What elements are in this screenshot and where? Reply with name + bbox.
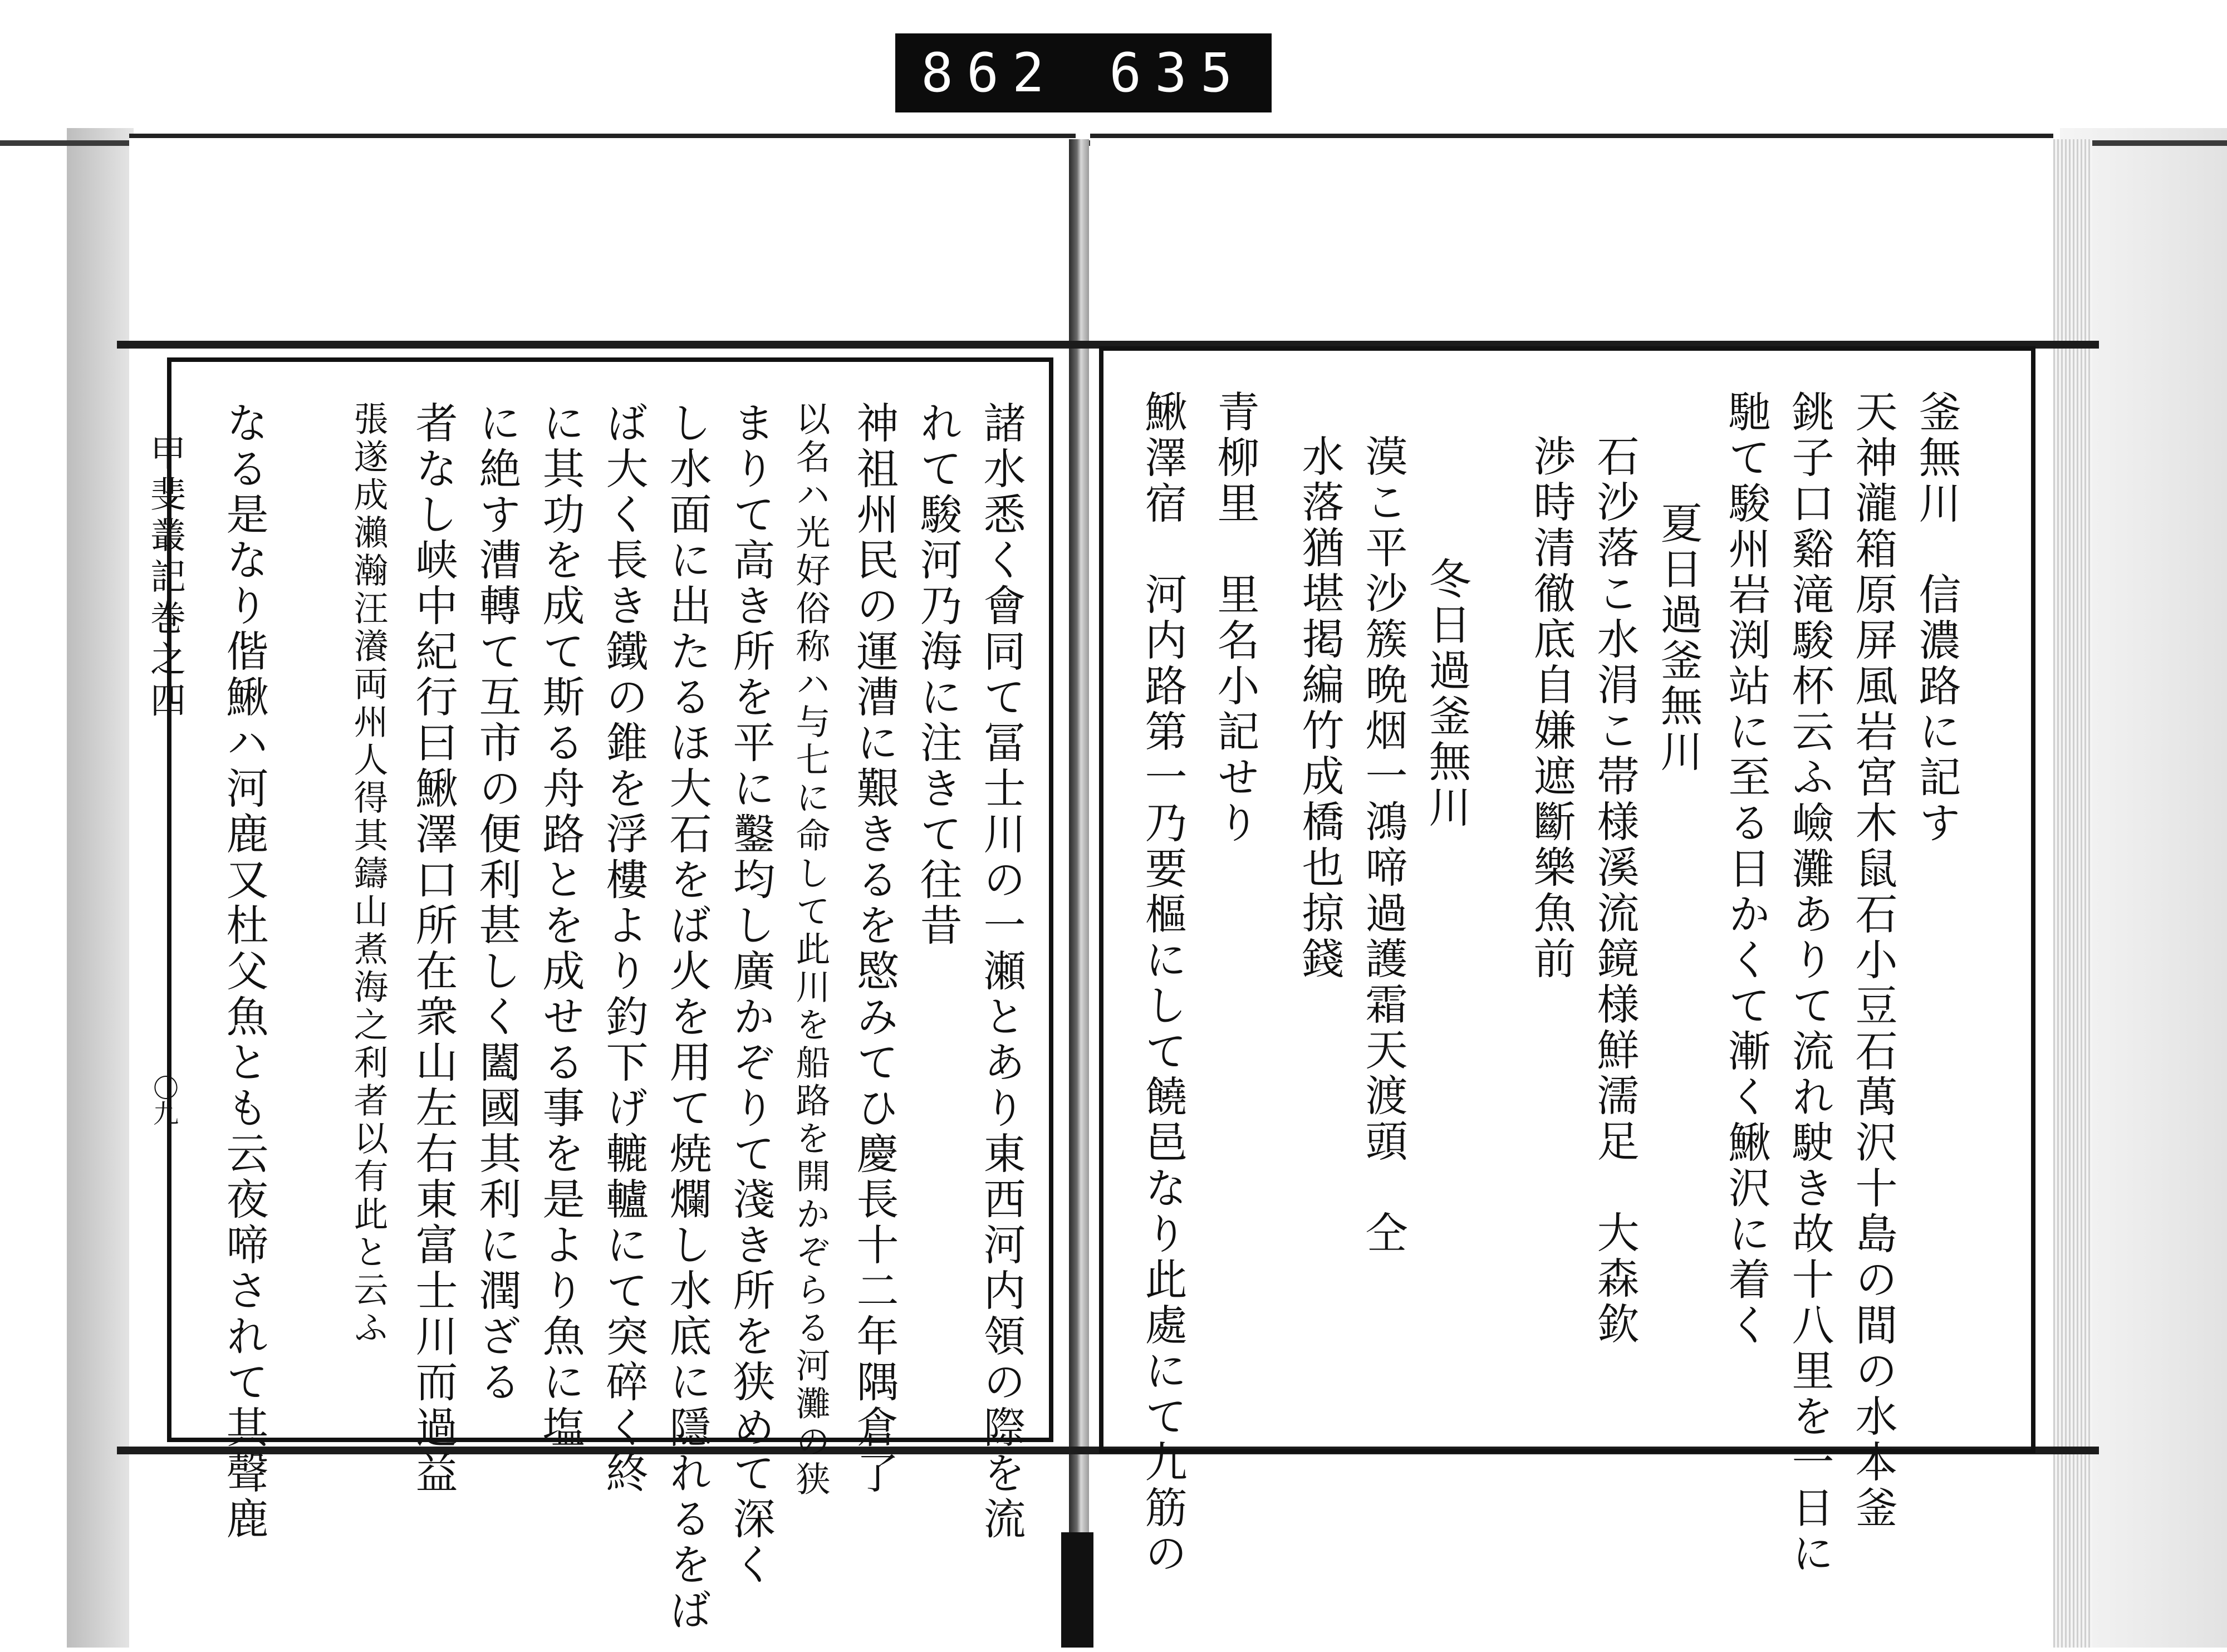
book-gutter <box>1069 139 1089 1648</box>
left-column: なる是なり偕鰍ハ河鹿又杜父魚とも云夜啼されて其聲鹿 <box>219 401 269 1542</box>
right-column: 天神瀧箱原屏風岩宮木鼠石小豆石萬沢十島の間の水本釜 <box>1848 390 1898 1531</box>
left-column: し水面に出たるほ大石をば火を用て焼爛し水底に隱れるをば <box>663 401 712 1634</box>
page-number: 〇九 <box>149 1075 179 1126</box>
left-column: れて駿河乃海に注きて往昔 <box>913 401 963 949</box>
right-column: 漠こ平沙簇晩烟一鴻啼過護霜天渡頭 仝 <box>1358 434 1408 1256</box>
right-column: 水落猶堪掲編竹成橋也掠錢 <box>1295 434 1345 982</box>
right-column: 渉時清徹底自嫌遮斷樂魚前 <box>1527 434 1576 982</box>
left-column: まりて高き所を平に鑿均し廣かぞりて淺き所を狭めて深く <box>726 401 776 1588</box>
right-column: 銚子口谿滝駿杯云ふ嶮灘ありて流れ駛き故十八里を一日に <box>1785 390 1834 1577</box>
right-column: 鰍澤宿 河内路第一乃要樞にして饒邑なり此處にて九筋の <box>1138 390 1188 1577</box>
margin-title: 甲斐叢記巻之四 <box>144 434 185 723</box>
left-column: 以名ハ光好俗称ハ与七に命して此川を船路を開かぞらる河灘の狭 <box>790 401 831 1499</box>
left-column: 張遂成瀨瀚汪瀁両州人得其鑄山煮海之利者以有此と云ふ <box>348 401 389 1347</box>
left-column: に其功を成て斯る舟路とを成せる事を是より魚に塩 <box>536 401 585 1451</box>
left-column: 神祖州民の運漕に艱きるを愍みてひ慶長十二年隅倉了 <box>850 401 899 1497</box>
frame-number-left: 862 <box>921 42 1058 104</box>
left-column: 者なし峡中紀行曰鰍澤口所在衆山左右東富士川而過益 <box>409 401 458 1497</box>
right-column: 青柳里 里名小記せり <box>1210 390 1260 846</box>
book-edge-left <box>67 128 134 1648</box>
binding-clip <box>1061 1532 1093 1648</box>
frame-number-right: 635 <box>1109 42 1246 104</box>
left-column: ば大く長き鐵の錐を浮樓より釣下げ轆轤にて突碎く終 <box>599 401 649 1497</box>
right-column: 馳て駿州岩渕站に至る日かくて漸く鰍沢に着く <box>1721 390 1771 1349</box>
right-column: 夏日過釜無川 <box>1654 501 1703 775</box>
right-column: 冬日過釜無川 <box>1422 557 1471 831</box>
left-column: に絶す漕轉て互市の便利甚しく闔國其利に潤ざる <box>472 401 522 1405</box>
right-column: 釜無川 信濃路に記す <box>1912 390 1961 846</box>
page-fore-edge <box>2053 139 2092 1648</box>
frame-number-plate <box>895 33 1272 112</box>
left-column: 諸水悉く會同て冨士川の一瀬とあり東西河内領の際を流 <box>977 401 1026 1542</box>
right-column: 石沙落こ水涓こ帯様溪流鏡様鮮濡足 大森欽 <box>1590 434 1640 1347</box>
